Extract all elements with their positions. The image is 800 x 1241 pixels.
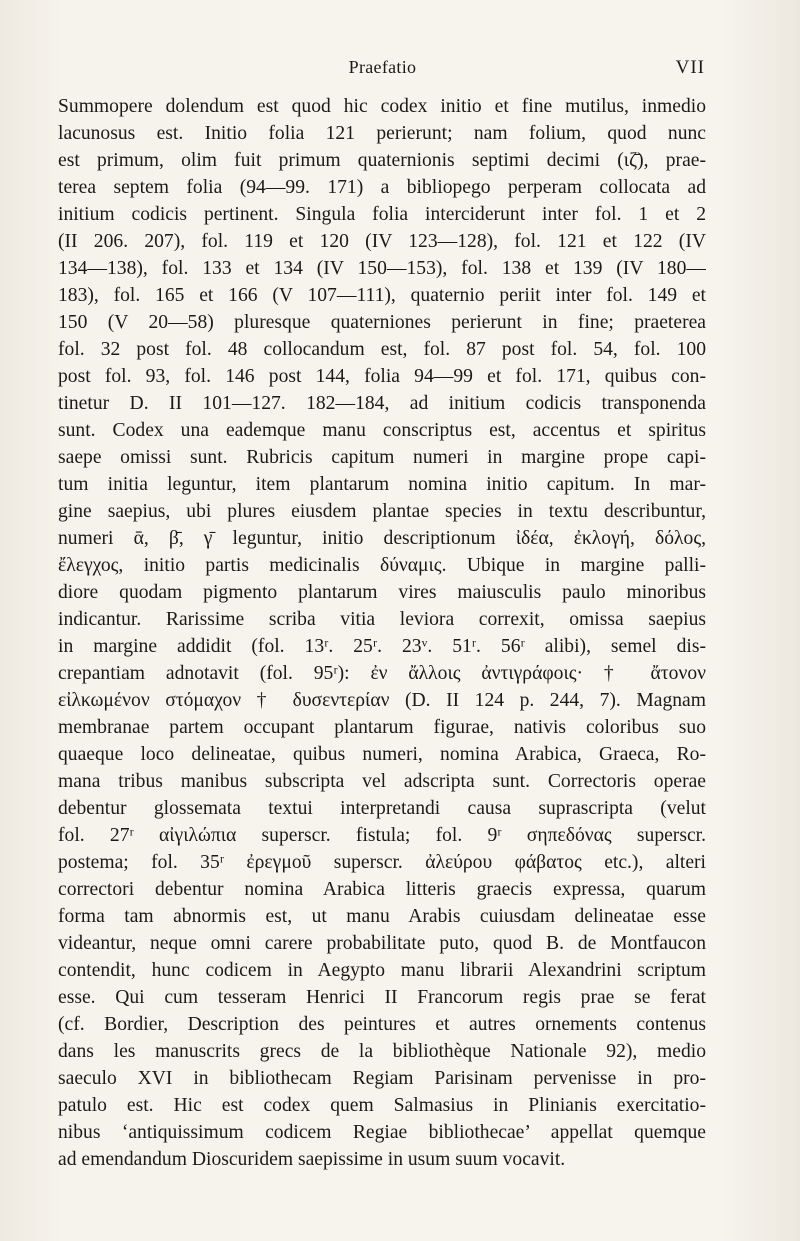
text-line: contendit, hunc codicem in Aegypto manu librarii Alexandrini scriptum <box>58 960 706 981</box>
text-line: lacunosus est. Initio folia 121 perierunt; nam folium, quod nunc <box>58 123 706 144</box>
text-line: membranae partem occupant plantarum figurae, nativis coloribus suo <box>58 717 706 738</box>
text-line: εἰλκωμένον στόμαχον † δυσεντερίαν (D. II 124 p. 244, 7). Magnam <box>58 690 706 711</box>
text-line: 150 (V 20—58) pluresque quaterniones perierunt in fine; praeterea <box>58 312 706 333</box>
page-header <box>60 57 705 83</box>
text-line: est primum, olim fuit primum quaternionis septimi decimi (ιζ̄), prae- <box>58 150 706 171</box>
text-line: postema; fol. 35ʳ ἐρεγμοῦ superscr. ἀλεύρου φάβατος etc.), alteri <box>58 852 706 873</box>
text-line: debentur glossemata textui interpretandi causa suprascripta (velut <box>58 798 706 819</box>
text-line: forma tam abnormis est, ut manu Arabis cuiusdam delineatae esse <box>58 906 706 927</box>
text-line: quaeque loco delineatae, quibus numeri, nomina Arabica, Graeca, Ro- <box>58 744 706 765</box>
text-line: saeculo XVI in bibliothecam Regiam Parisinam pervenisse in pro- <box>58 1068 706 1089</box>
text-line: mana tribus manibus subscripta vel adscripta sunt. Correctoris operae <box>58 771 706 792</box>
text-line: initium codicis pertinent. Singula folia interciderunt inter fol. 1 et 2 <box>58 204 706 225</box>
text-line: terea septem folia (94—99. 171) a bibliopego perperam collocata ad <box>58 177 706 198</box>
text-line: tinetur D. II 101—127. 182—184, ad initium codicis transponenda <box>58 393 706 414</box>
page-number: VII <box>675 57 705 78</box>
text-line: videantur, neque omni carere probabilitate puto, quod B. de Montfaucon <box>58 933 706 954</box>
body-text <box>58 93 706 1173</box>
text-line: crepantiam adnotavit (fol. 95ʳ): ἐν ἄλλοις ἀντιγράφοις· † ἄτονον <box>58 663 706 684</box>
text-line: sunt. Codex una eademque manu conscriptus est, accentus et spiritus <box>58 420 706 441</box>
text-line: fol. 27ʳ αἰγιλώπια superscr. fistula; fol. 9ʳ σηπεδόνας superscr. <box>58 825 706 846</box>
text-line: gine saepius, ubi plures eiusdem plantae species in textu describuntur, <box>58 501 706 522</box>
text-line: in margine addidit (fol. 13ʳ. 25ʳ. 23ᵛ. 51ʳ. 56ʳ alibi), semel dis- <box>58 636 706 657</box>
text-line: nibus ‘antiquissimum codicem Regiae bibliothecae’ appellat quemque <box>58 1122 706 1143</box>
text-line: esse. Qui cum tesseram Henrici II Francorum regis prae se ferat <box>58 987 706 1008</box>
text-line: (cf. Bordier, Description des peintures et autres ornements contenus <box>58 1014 706 1035</box>
running-title: Praefatio <box>348 57 417 77</box>
text-line: Summopere dolendum est quod hic codex initio et fine mutilus, inmedio <box>58 96 706 117</box>
text-line: tum initia leguntur, item plantarum nomina initio capitum. In mar- <box>58 474 706 495</box>
text-line: saepe omissi sunt. Rubricis capitum numeri in margine prope capi- <box>58 447 706 468</box>
text-line: fol. 32 post fol. 48 collocandum est, fol. 87 post fol. 54, fol. 100 <box>58 339 706 360</box>
text-line: dans les manuscrits grecs de la bibliothèque Nationale 92), medio <box>58 1041 706 1062</box>
text-line: 134—138), fol. 133 et 134 (IV 150—153), fol. 138 et 139 (IV 180— <box>58 258 706 279</box>
text-line: diore quodam pigmento plantarum vires maiusculis paulo minoribus <box>58 582 706 603</box>
text-line: patulo est. Hic est codex quem Salmasius in Plinianis exercitatio- <box>58 1095 706 1116</box>
text-line: correctori debentur nomina Arabica litteris graecis expressa, quarum <box>58 879 706 900</box>
text-line: numeri ᾱ, β̄, γ̄ leguntur, initio descriptionum ἰδέα, ἐκλογή, δόλος, <box>58 528 706 549</box>
text-line: indicantur. Rarissime scriba vitia leviora correxit, omissa saepius <box>58 609 706 630</box>
text-line: ἔλεγχος, initio partis medicinalis δύναμις. Ubique in margine palli- <box>58 555 706 576</box>
text-line: post fol. 93, fol. 146 post 144, folia 94—99 et fol. 171, quibus con- <box>58 366 706 387</box>
text-line: (II 206. 207), fol. 119 et 120 (IV 123—128), fol. 121 et 122 (IV <box>58 231 706 252</box>
text-line: ad emendandum Dioscuridem saepissime in usum suum vocavit. <box>58 1149 566 1170</box>
text-line: 183), fol. 165 et 166 (V 107—111), quaternio periit inter fol. 149 et <box>58 285 706 306</box>
